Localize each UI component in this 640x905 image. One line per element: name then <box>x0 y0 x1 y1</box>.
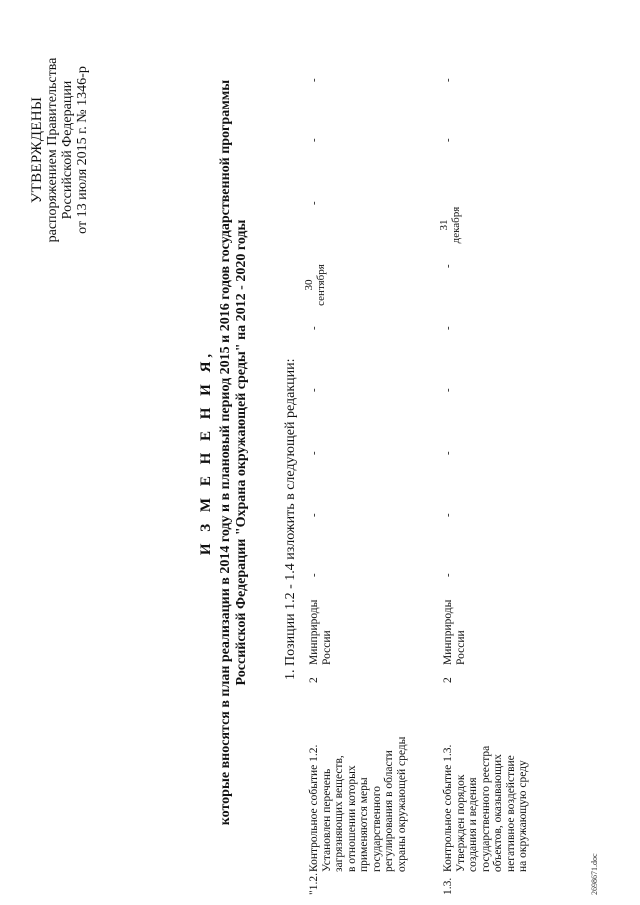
empty-cell: - <box>308 201 320 205</box>
empty-cell: - <box>308 138 320 142</box>
approval-block <box>30 25 90 275</box>
empty-cell: - <box>308 451 320 455</box>
heading-line: которые вносятся в план реализации в 2014 году и в плановый период 2015 и 2016 годов государственной программы <box>218 79 233 826</box>
empty-cell: - <box>442 78 454 82</box>
empty-cell: - <box>442 573 454 577</box>
empty-cell: - <box>442 388 454 392</box>
executor-cell: Минприроды России <box>442 599 467 665</box>
approval-title: УТВЕРЖДЕНЫ <box>29 96 45 204</box>
empty-cell: - <box>308 573 320 577</box>
empty-cell: - <box>442 513 454 517</box>
empty-cell: - <box>442 451 454 455</box>
empty-cell: - <box>442 138 454 142</box>
date-cell: 30 сентября <box>303 264 327 306</box>
intro-text: 1. Позиции 1.2 - 1.4 изложить в следующей редакции: <box>283 358 298 680</box>
empty-cell: - <box>442 264 454 268</box>
code-cell: 2 <box>442 677 454 683</box>
file-name: 2698671.doc <box>590 853 599 895</box>
date-cell: 31 декабря <box>438 206 462 244</box>
empty-cell: - <box>308 388 320 392</box>
approval-line: от 13 июля 2015 г. № 1346-р <box>75 66 90 234</box>
row-number: 1.3. <box>442 877 454 895</box>
event-description: Контрольное событие 1.2. Установлен перечень загрязняющих веществ, в отношении которых применяются меры государственного регулирования в области охраны окружающей среды <box>308 736 408 872</box>
heading-title: И З М Е Н Е Н И Я, <box>198 349 214 556</box>
approval-line: распоряжением Правительства <box>45 57 60 243</box>
document-heading <box>198 0 250 905</box>
heading-line: Российской Федерации "Охрана окружающей среды" на 2012 - 2020 годы <box>234 219 249 686</box>
executor-cell: Минприроды России <box>308 599 333 665</box>
empty-cell: - <box>442 326 454 330</box>
row-number: "1.2. <box>308 873 320 895</box>
code-cell: 2 <box>308 677 320 683</box>
empty-cell: - <box>308 513 320 517</box>
event-description: Контрольное событие 1.3. Утвержден порядок создания и ведения государственного реестра объектов, оказывающих негативное воздействие на окружающую среду <box>442 744 529 872</box>
approval-line: Российской Федерации <box>60 80 75 220</box>
empty-cell: - <box>308 78 320 82</box>
empty-cell: - <box>308 326 320 330</box>
